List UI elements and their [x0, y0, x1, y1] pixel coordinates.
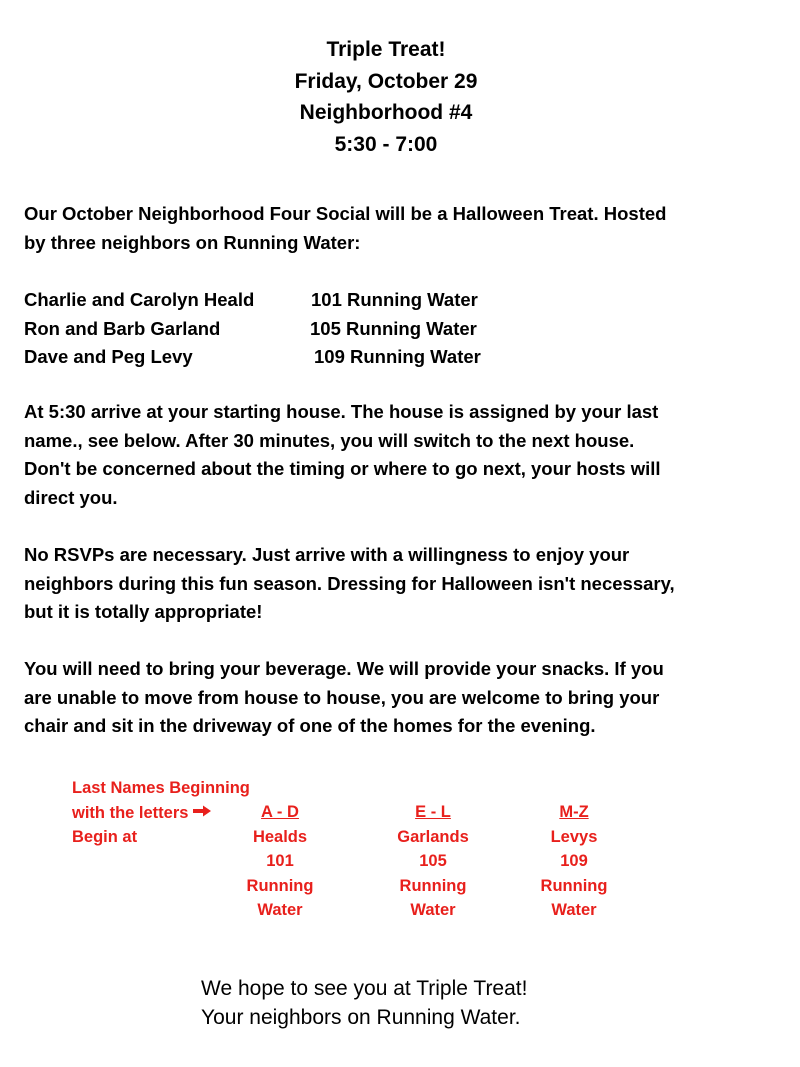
schedule-column-e-l: [378, 800, 488, 923]
arrival-line: Don't be concerned about the timing or where to go next, your hosts will: [24, 458, 661, 479]
schedule-column-m-z: [519, 800, 629, 923]
intro-line: Our October Neighborhood Four Social will be a Halloween Treat. Hosted: [24, 203, 667, 224]
host-address: 101 Running Water: [311, 289, 478, 310]
schedule-label-line: with the letters: [72, 801, 262, 826]
schedule-column-a-d: [225, 800, 335, 923]
beverage-line: chair and sit in the driveway of one of the homes for the evening.: [24, 715, 596, 736]
schedule-label-line: Last Names Beginning: [72, 779, 250, 797]
start-house: Levys: [550, 827, 598, 846]
house-number: 105: [419, 852, 447, 871]
street-word: Running: [540, 876, 608, 895]
street-word: Water: [551, 901, 597, 920]
house-number: 109: [560, 852, 588, 871]
event-time: 5:30 - 7:00: [334, 132, 438, 156]
host-address: 109 Running Water: [314, 346, 481, 367]
beverage-line: are unable to move from house to house, you are welcome to bring your: [24, 686, 660, 708]
street-word: Water: [410, 901, 456, 920]
start-house: Healds: [252, 827, 308, 846]
house-number: 101: [266, 852, 294, 871]
letter-range: E - L: [415, 803, 451, 821]
event-heading: [0, 34, 772, 160]
event-title: Triple Treat!: [326, 38, 446, 61]
rsvp-line: No RSVPs are necessary. Just arrive with a willingness to enjoy your: [24, 544, 630, 565]
host-name: Dave and Peg Levy: [24, 346, 193, 367]
beverage-paragraph: [24, 655, 764, 741]
letter-range: M-Z: [559, 803, 589, 821]
arrival-line: At 5:30 arrive at your starting house. The house is assigned by your last: [24, 401, 659, 422]
event-neighborhood: Neighborhood #4: [299, 101, 473, 124]
intro-line: by three neighbors on Running Water:: [24, 231, 361, 253]
rsvp-line: but it is totally appropriate!: [24, 601, 263, 622]
street-word: Running: [246, 876, 314, 895]
host-name: Charlie and Carolyn Heald: [24, 289, 255, 310]
right-arrow-icon: [192, 801, 212, 826]
closing-line: We hope to see you at Triple Treat!: [201, 977, 528, 1000]
letter-range: A - D: [261, 803, 299, 821]
host-name: Ron and Barb Garland: [24, 317, 221, 339]
closing-message: [201, 974, 527, 1032]
closing-line: Your neighbors on Running Water.: [201, 1006, 521, 1029]
arrival-line: name., see below. After 30 minutes, you will switch to the next house.: [24, 429, 635, 451]
rsvp-line: neighbors during this fun season. Dressing for Halloween isn't necessary,: [24, 572, 675, 594]
arrival-paragraph: [24, 398, 764, 512]
host-address: 105 Running Water: [310, 317, 477, 339]
start-house: Garlands: [397, 827, 469, 846]
event-date: Friday, October 29: [294, 69, 478, 93]
arrival-line: direct you.: [24, 486, 118, 508]
intro-paragraph: [24, 200, 764, 257]
beverage-line: You will need to bring your beverage. We will provide your snacks. If you: [24, 658, 664, 679]
street-word: Water: [257, 901, 303, 920]
schedule-label-line: Begin at: [72, 828, 138, 847]
street-word: Running: [399, 876, 467, 895]
rsvp-paragraph: [24, 541, 764, 627]
